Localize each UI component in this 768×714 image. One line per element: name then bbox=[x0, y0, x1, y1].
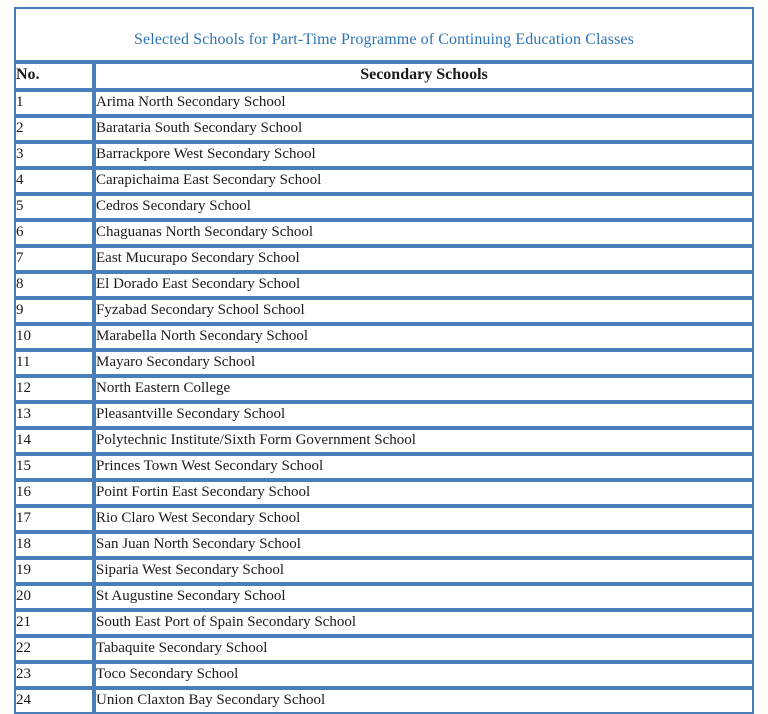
school-name-cell: San Juan North Secondary School bbox=[94, 532, 754, 558]
row-number-cell: 6 bbox=[14, 220, 94, 246]
table-row bbox=[14, 168, 754, 194]
table-row bbox=[14, 402, 754, 428]
table-title-row bbox=[14, 7, 754, 62]
row-number-cell: 3 bbox=[14, 142, 94, 168]
school-name-cell: Toco Secondary School bbox=[94, 662, 754, 688]
school-name-cell: Chaguanas North Secondary School bbox=[94, 220, 754, 246]
selected-schools-table bbox=[14, 7, 754, 714]
row-number-cell: 18 bbox=[14, 532, 94, 558]
row-number-cell: 8 bbox=[14, 272, 94, 298]
school-name-cell: Cedros Secondary School bbox=[94, 194, 754, 220]
table-row bbox=[14, 220, 754, 246]
row-number-cell: 10 bbox=[14, 324, 94, 350]
table-row bbox=[14, 506, 754, 532]
page-title: Selected Schools for Part-Time Programme of Continuing Education Classes bbox=[134, 30, 634, 48]
row-number-cell: 20 bbox=[14, 584, 94, 610]
row-number-cell: 14 bbox=[14, 428, 94, 454]
table-row bbox=[14, 350, 754, 376]
school-name-cell: South East Port of Spain Secondary School bbox=[94, 610, 754, 636]
table-header-row bbox=[14, 62, 754, 90]
row-number-cell: 12 bbox=[14, 376, 94, 402]
table-row bbox=[14, 246, 754, 272]
school-name-cell: Barrackpore West Secondary School bbox=[94, 142, 754, 168]
school-name-cell: North Eastern College bbox=[94, 376, 754, 402]
table-row bbox=[14, 584, 754, 610]
school-name-cell: St Augustine Secondary School bbox=[94, 584, 754, 610]
row-number-cell: 15 bbox=[14, 454, 94, 480]
column-header-secondary-schools: Secondary Schools bbox=[94, 62, 754, 90]
school-name-cell: Rio Claro West Secondary School bbox=[94, 506, 754, 532]
row-number-cell: 19 bbox=[14, 558, 94, 584]
row-number-cell: 11 bbox=[14, 350, 94, 376]
school-name-cell: Fyzabad Secondary School School bbox=[94, 298, 754, 324]
row-number-cell: 22 bbox=[14, 636, 94, 662]
row-number-cell: 23 bbox=[14, 662, 94, 688]
school-name-cell: Princes Town West Secondary School bbox=[94, 454, 754, 480]
row-number-cell: 1 bbox=[14, 90, 94, 116]
table-row bbox=[14, 558, 754, 584]
school-name-cell: Marabella North Secondary School bbox=[94, 324, 754, 350]
schools-table-container bbox=[14, 7, 754, 714]
row-number-cell: 21 bbox=[14, 610, 94, 636]
row-number-cell: 9 bbox=[14, 298, 94, 324]
school-name-cell: Point Fortin East Secondary School bbox=[94, 480, 754, 506]
table-row bbox=[14, 688, 754, 714]
table-row bbox=[14, 636, 754, 662]
table-row bbox=[14, 454, 754, 480]
school-name-cell: El Dorado East Secondary School bbox=[94, 272, 754, 298]
row-number-cell: 16 bbox=[14, 480, 94, 506]
row-number-cell: 17 bbox=[14, 506, 94, 532]
table-row bbox=[14, 116, 754, 142]
school-name-cell: Barataria South Secondary School bbox=[94, 116, 754, 142]
school-name-cell: Carapichaima East Secondary School bbox=[94, 168, 754, 194]
table-row bbox=[14, 376, 754, 402]
table-title-cell bbox=[14, 7, 754, 62]
table-row bbox=[14, 662, 754, 688]
table-row bbox=[14, 90, 754, 116]
school-name-cell: Pleasantville Secondary School bbox=[94, 402, 754, 428]
table-body bbox=[14, 7, 754, 714]
row-number-cell: 13 bbox=[14, 402, 94, 428]
school-name-cell: Mayaro Secondary School bbox=[94, 350, 754, 376]
school-name-cell: Siparia West Secondary School bbox=[94, 558, 754, 584]
table-row bbox=[14, 532, 754, 558]
row-number-cell: 2 bbox=[14, 116, 94, 142]
table-row bbox=[14, 428, 754, 454]
table-row bbox=[14, 480, 754, 506]
row-number-cell: 24 bbox=[14, 688, 94, 714]
column-header-no: No. bbox=[14, 62, 94, 90]
school-name-cell: Polytechnic Institute/Sixth Form Government School bbox=[94, 428, 754, 454]
table-row bbox=[14, 194, 754, 220]
row-number-cell: 7 bbox=[14, 246, 94, 272]
school-name-cell: East Mucurapo Secondary School bbox=[94, 246, 754, 272]
row-number-cell: 5 bbox=[14, 194, 94, 220]
table-row bbox=[14, 610, 754, 636]
table-row bbox=[14, 272, 754, 298]
table-row bbox=[14, 142, 754, 168]
table-row bbox=[14, 324, 754, 350]
school-name-cell: Tabaquite Secondary School bbox=[94, 636, 754, 662]
school-name-cell: Arima North Secondary School bbox=[94, 90, 754, 116]
row-number-cell: 4 bbox=[14, 168, 94, 194]
school-name-cell: Union Claxton Bay Secondary School bbox=[94, 688, 754, 714]
table-row bbox=[14, 298, 754, 324]
